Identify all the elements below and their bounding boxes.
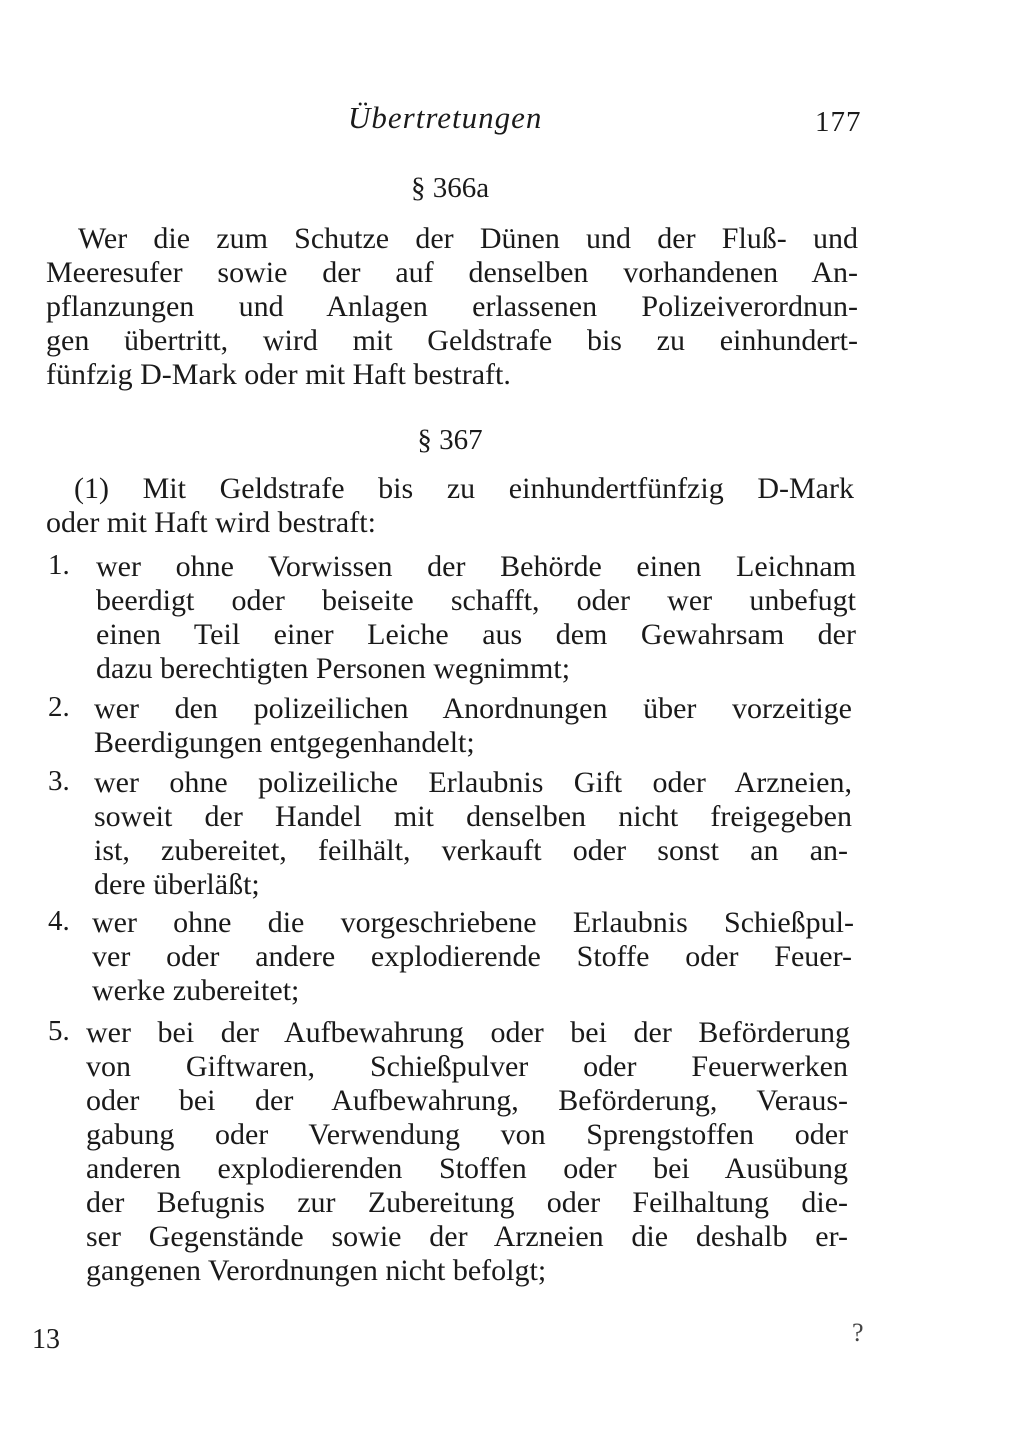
list-item-line: der Befugnis zur Zubereitung oder Feilhaltung die- xyxy=(86,1186,848,1219)
page-number: 177 xyxy=(815,106,862,138)
running-header-title: Übertretungen xyxy=(348,100,543,135)
list-item-number: 5. xyxy=(48,1015,70,1047)
section-heading-366a: § 366a xyxy=(410,172,490,204)
list-item-number: 2. xyxy=(48,691,70,723)
list-item-line: wer den polizeilichen Anordnungen über vorzeitige xyxy=(94,692,852,725)
list-item-line: dazu berechtigten Personen wegnimmt; xyxy=(96,652,571,685)
list-item-line: wer bei der Aufbewahrung oder bei der Beförderung xyxy=(86,1016,850,1049)
list-item-line: Beerdigungen entgegenhandelt; xyxy=(94,726,475,759)
list-item-line: von Giftwaren, Schießpulver oder Feuerwerken xyxy=(86,1050,848,1083)
list-item-line: werke zubereitet; xyxy=(92,974,300,1007)
list-item-line: dere überläßt; xyxy=(94,868,260,901)
list-item-line: oder bei der Aufbewahrung, Beförderung, Veraus- xyxy=(86,1084,848,1117)
list-item-line: soweit der Handel mit denselben nicht freigegeben xyxy=(94,800,852,833)
paragraph-line: oder mit Haft wird bestraft: xyxy=(46,506,376,539)
paragraph-line: Meeresufer sowie der auf denselben vorhandenen An- xyxy=(46,256,858,289)
printer-signature-mark: 13 xyxy=(32,1324,60,1355)
list-item-number: 1. xyxy=(48,549,70,581)
list-item-line: beerdigt oder beiseite schafft, oder wer unbefugt xyxy=(96,584,856,617)
list-item-line: wer ohne die vorgeschriebene Erlaubnis Schießpul- xyxy=(92,906,854,939)
list-item-number: 3. xyxy=(48,765,70,797)
section-heading-367: § 367 xyxy=(417,424,483,456)
list-item-number: 4. xyxy=(48,905,70,937)
list-item-line: ser Gegenstände sowie der Arzneien die deshalb er- xyxy=(86,1220,848,1253)
paragraph-line: pflanzungen und Anlagen erlassenen Polizeiverordnun- xyxy=(46,290,858,323)
list-item-line: wer ohne Vorwissen der Behörde einen Leichnam xyxy=(96,550,856,583)
list-item-line: gangenen Verordnungen nicht befolgt; xyxy=(86,1254,547,1287)
list-item-line: anderen explodierenden Stoffen oder bei Ausübung xyxy=(86,1152,848,1185)
list-item-line: ist, zubereitet, feilhält, verkauft oder sonst an an- xyxy=(94,834,848,867)
paragraph-line: (1) Mit Geldstrafe bis zu einhundertfünfzig D-Mark xyxy=(74,472,854,505)
list-item-line: einen Teil einer Leiche aus dem Gewahrsam der xyxy=(96,618,856,651)
paragraph-line: fünfzig D-Mark oder mit Haft bestraft. xyxy=(46,358,511,391)
footer-mark: ? xyxy=(852,1318,864,1347)
list-item-line: wer ohne polizeiliche Erlaubnis Gift oder Arzneien, xyxy=(94,766,852,799)
paragraph-line: Wer die zum Schutze der Dünen und der Fluß- und xyxy=(78,222,858,255)
list-item-line: gabung oder Verwendung von Sprengstoffen oder xyxy=(86,1118,848,1151)
paragraph-line: gen übertritt, wird mit Geldstrafe bis zu einhundert- xyxy=(46,324,858,357)
list-item-line: ver oder andere explodierende Stoffe oder Feuer- xyxy=(92,940,852,973)
